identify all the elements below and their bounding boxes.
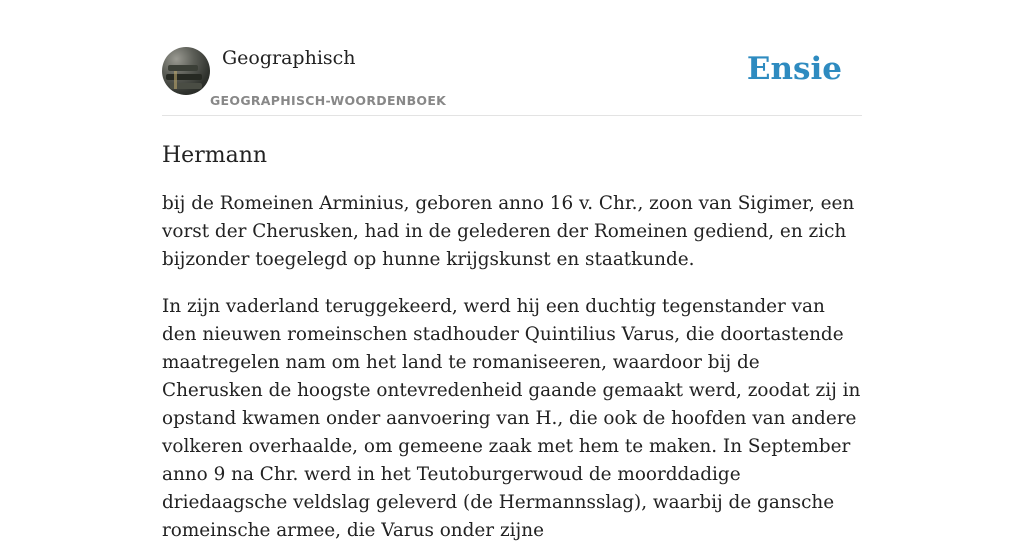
entry-paragraph: bij de Romeinen Arminius, geboren anno 16 v. Chr., zoon van Sigimer, een vorst der Cherusken, had in de gelederen der Romeinen gediend, en zich bijzonder toegelegd op hunne krijgskunst en staatkunde. bbox=[162, 193, 855, 270]
book-spine bbox=[174, 71, 177, 89]
source-title[interactable]: Geographisch bbox=[222, 47, 356, 69]
header bbox=[162, 0, 862, 116]
entry-body bbox=[162, 190, 862, 545]
entry-title: Hermann bbox=[162, 143, 268, 168]
source-slug[interactable]: GEOGRAPHISCH-WOORDENBOEK bbox=[210, 93, 447, 108]
entry-paragraph: In zijn vaderland teruggekeerd, werd hij een duchtig tegenstander van den nieuwen romeinschen stadhouder Quintilius Varus, die doortastende maatregelen nam om het land te romaniseeren, waardoor bij de Cherusken de hoogste ontevredenheid gaande gemaakt werd, zoodat zij in opstand kwamen onder aanvoering van H., die ook de hoofden van andere volkeren overhaalde, om gemeene zaak met hem te maken. In September anno 9 na Chr. werd in het Teutoburgerwoud de moorddadige driedaagsche veldslag geleverd (de Hermannsslag), waarbij de gansche romeinsche armee, die Varus onder zijne bbox=[162, 296, 861, 541]
book-shape bbox=[166, 74, 202, 80]
brand-logo[interactable]: Ensie bbox=[746, 51, 842, 87]
book-shape bbox=[168, 65, 198, 71]
source-avatar-icon[interactable] bbox=[162, 47, 210, 95]
page bbox=[162, 0, 862, 541]
